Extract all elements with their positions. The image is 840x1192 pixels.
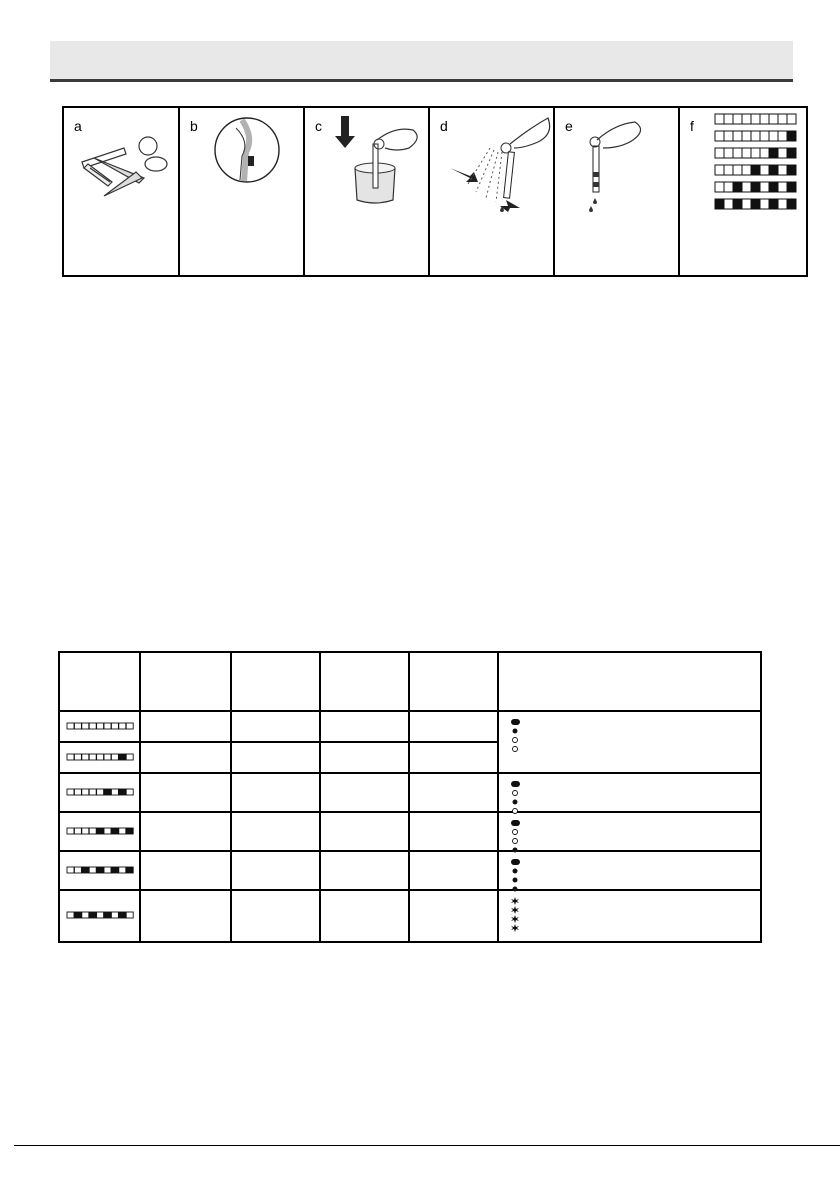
value-cell (140, 890, 231, 942)
strip-square (81, 828, 88, 834)
strip-square (74, 754, 81, 760)
strip-square (769, 148, 778, 158)
section-header-bar (50, 41, 793, 82)
value-cell (140, 812, 231, 851)
strip-square (89, 789, 96, 795)
footer-rule (14, 1145, 840, 1146)
value-cell (320, 773, 409, 812)
value-cell (320, 851, 409, 890)
value-cell (231, 812, 320, 851)
shake-strip-illustration (430, 108, 555, 275)
indicator-light-icon (513, 729, 518, 734)
indicator-light-icon (513, 747, 518, 752)
strip-square (724, 165, 733, 175)
indicator-lights (509, 718, 529, 770)
strip-square (104, 789, 111, 795)
strip-pattern (65, 865, 135, 875)
step-d-label: d (440, 118, 448, 134)
strip-square (126, 912, 133, 918)
indicator-light-icon (513, 791, 518, 796)
step-a-label: a (74, 118, 82, 134)
step-e-panel (555, 108, 680, 275)
strip-square (769, 131, 778, 141)
strip-square (96, 828, 103, 834)
down-arrow-icon (335, 116, 355, 148)
step-c-label: c (315, 118, 322, 134)
strip-pattern (65, 752, 135, 762)
strip-pattern (65, 787, 135, 797)
strip-square (118, 754, 125, 760)
step-f-panel (680, 108, 806, 275)
value-cell (231, 773, 320, 812)
strip-square (778, 131, 787, 141)
strip-square (118, 723, 125, 729)
value-cell (231, 890, 320, 942)
strip-square (74, 912, 81, 918)
strip-square (715, 148, 724, 158)
strip-square (118, 789, 125, 795)
strip-pattern (65, 721, 135, 731)
strip-square (126, 867, 133, 873)
strip-square (96, 867, 103, 873)
value-cell (409, 890, 498, 942)
header-cell-col1 (140, 652, 231, 711)
strip-square (751, 182, 760, 192)
strip-cell (59, 711, 140, 742)
value-cell (320, 812, 409, 851)
strip-square (111, 867, 118, 873)
value-cell (140, 851, 231, 890)
indicator-cell (498, 773, 761, 812)
indicator-light-icon (513, 839, 518, 844)
strip-square (118, 828, 125, 834)
value-cell (140, 773, 231, 812)
step-f-label: f (690, 118, 694, 134)
indicator-light-icon (511, 719, 520, 725)
value-cell (231, 851, 320, 890)
strip-square (81, 867, 88, 873)
header-cell-indicator (498, 652, 761, 711)
strip-square (111, 912, 118, 918)
strip-square (778, 199, 787, 209)
header-cell-col4 (409, 652, 498, 711)
strip-square (751, 114, 760, 124)
strip-square (118, 867, 125, 873)
strip-square (760, 182, 769, 192)
strip-square (787, 199, 796, 209)
strip-square (733, 114, 742, 124)
strip-square (760, 199, 769, 209)
strip-cell (59, 851, 140, 890)
step-a-panel (64, 108, 180, 275)
blinking-light-icon (511, 897, 519, 905)
strip-square (751, 199, 760, 209)
strip-square (742, 182, 751, 192)
strip-square (67, 754, 74, 760)
indicator-cell (498, 851, 761, 890)
strip-square (724, 182, 733, 192)
table-row (59, 851, 761, 890)
strip-square (715, 165, 724, 175)
strip-square (733, 131, 742, 141)
strip-square (67, 867, 74, 873)
indicator-light-icon (513, 738, 518, 743)
strip-square (733, 165, 742, 175)
strip-square (787, 114, 796, 124)
blinking-light-icon (511, 906, 519, 914)
value-cell (231, 711, 320, 742)
strip-square (74, 789, 81, 795)
strip-square (74, 867, 81, 873)
water-hardness-table (58, 651, 762, 943)
strip-square (89, 723, 96, 729)
strip-square (111, 754, 118, 760)
value-cell (409, 742, 498, 773)
strip-square (89, 828, 96, 834)
indicator-light-icon (511, 820, 520, 826)
indicator-cell (498, 812, 761, 851)
strip-square (104, 754, 111, 760)
strip-square (724, 199, 733, 209)
strip-pattern (65, 910, 135, 920)
strip-square (742, 199, 751, 209)
strip-square (96, 723, 103, 729)
strip-square (96, 754, 103, 760)
strip-cell (59, 890, 140, 942)
strip-square (74, 723, 81, 729)
strip-square (778, 165, 787, 175)
indicator-lights (509, 897, 529, 939)
strip-square (89, 867, 96, 873)
value-cell (409, 851, 498, 890)
strip-square (733, 148, 742, 158)
value-cell (231, 742, 320, 773)
strip-square (733, 199, 742, 209)
table-row (59, 773, 761, 812)
result-color-strips-chart (680, 108, 806, 275)
strip-square (787, 182, 796, 192)
strip-square (89, 912, 96, 918)
strip-square (126, 723, 133, 729)
strip-square (126, 828, 133, 834)
strip-square (724, 131, 733, 141)
strip-square (751, 131, 760, 141)
value-cell (409, 711, 498, 742)
strip-square (742, 165, 751, 175)
indicator-light-icon (513, 830, 518, 835)
header-cell-strip (59, 652, 140, 711)
strip-square (89, 754, 96, 760)
strip-square (104, 828, 111, 834)
indicator-cell (498, 890, 761, 942)
strip-square (769, 165, 778, 175)
hold-strip-drip-illustration (555, 108, 680, 275)
strip-square (104, 867, 111, 873)
strip-pattern (65, 826, 135, 836)
strip-square (778, 182, 787, 192)
step-d-panel (430, 108, 555, 275)
strip-square (742, 114, 751, 124)
strip-square (751, 165, 760, 175)
strip-square (104, 912, 111, 918)
strip-square (742, 131, 751, 141)
strip-square (715, 199, 724, 209)
strip-square (769, 182, 778, 192)
dip-strip-in-water-illustration (305, 108, 430, 275)
strip-square (67, 912, 74, 918)
strip-square (787, 148, 796, 158)
strip-square (81, 754, 88, 760)
strip-square (67, 723, 74, 729)
indicator-light-icon (511, 859, 520, 865)
table-row (59, 812, 761, 851)
strip-square (96, 912, 103, 918)
strip-square (742, 148, 751, 158)
strip-square (769, 199, 778, 209)
strip-square (778, 148, 787, 158)
value-cell (140, 742, 231, 773)
blinking-light-icon (511, 915, 519, 923)
value-cell (320, 890, 409, 942)
strip-in-hand-illustration (180, 108, 305, 275)
strip-square (81, 789, 88, 795)
strip-square (67, 828, 74, 834)
strip-square (111, 789, 118, 795)
strip-square (126, 789, 133, 795)
table-row (59, 890, 761, 942)
strip-square (751, 148, 760, 158)
strip-square (81, 723, 88, 729)
indicator-cell (498, 711, 761, 773)
indicator-light-icon (511, 781, 520, 787)
strip-square (118, 912, 125, 918)
strip-square (760, 165, 769, 175)
header-cell-col2 (231, 652, 320, 711)
table-header-row (59, 652, 761, 711)
strip-square (733, 182, 742, 192)
step-e-label: e (565, 118, 573, 134)
strip-square (715, 131, 724, 141)
strip-square (715, 182, 724, 192)
strip-cell (59, 742, 140, 773)
strip-square (81, 912, 88, 918)
value-cell (320, 711, 409, 742)
strip-square (74, 828, 81, 834)
strip-cell (59, 773, 140, 812)
strip-cell (59, 812, 140, 851)
indicator-light-icon (513, 869, 518, 874)
value-cell (409, 812, 498, 851)
scissors-cutting-strip-illustration (64, 108, 180, 275)
strip-square (96, 789, 103, 795)
strip-square (724, 148, 733, 158)
header-cell-col3 (320, 652, 409, 711)
strip-square (715, 114, 724, 124)
step-b-label: b (190, 118, 198, 134)
strip-square (760, 131, 769, 141)
strip-square (778, 114, 787, 124)
strip-square (724, 114, 733, 124)
strip-square (769, 114, 778, 124)
table-row (59, 711, 761, 742)
test-strip-steps-figure (62, 106, 808, 277)
strip-square (111, 828, 118, 834)
indicator-light-icon (513, 800, 518, 805)
value-cell (409, 773, 498, 812)
indicator-light-icon (513, 878, 518, 883)
strip-square (111, 723, 118, 729)
strip-square (126, 754, 133, 760)
step-c-panel (305, 108, 430, 275)
step-b-panel (180, 108, 305, 275)
strip-square (787, 165, 796, 175)
strip-square (787, 131, 796, 141)
strip-square (104, 723, 111, 729)
blinking-light-icon (511, 924, 519, 932)
value-cell (140, 711, 231, 742)
value-cell (320, 742, 409, 773)
strip-square (760, 114, 769, 124)
strip-square (67, 789, 74, 795)
strip-square (760, 148, 769, 158)
